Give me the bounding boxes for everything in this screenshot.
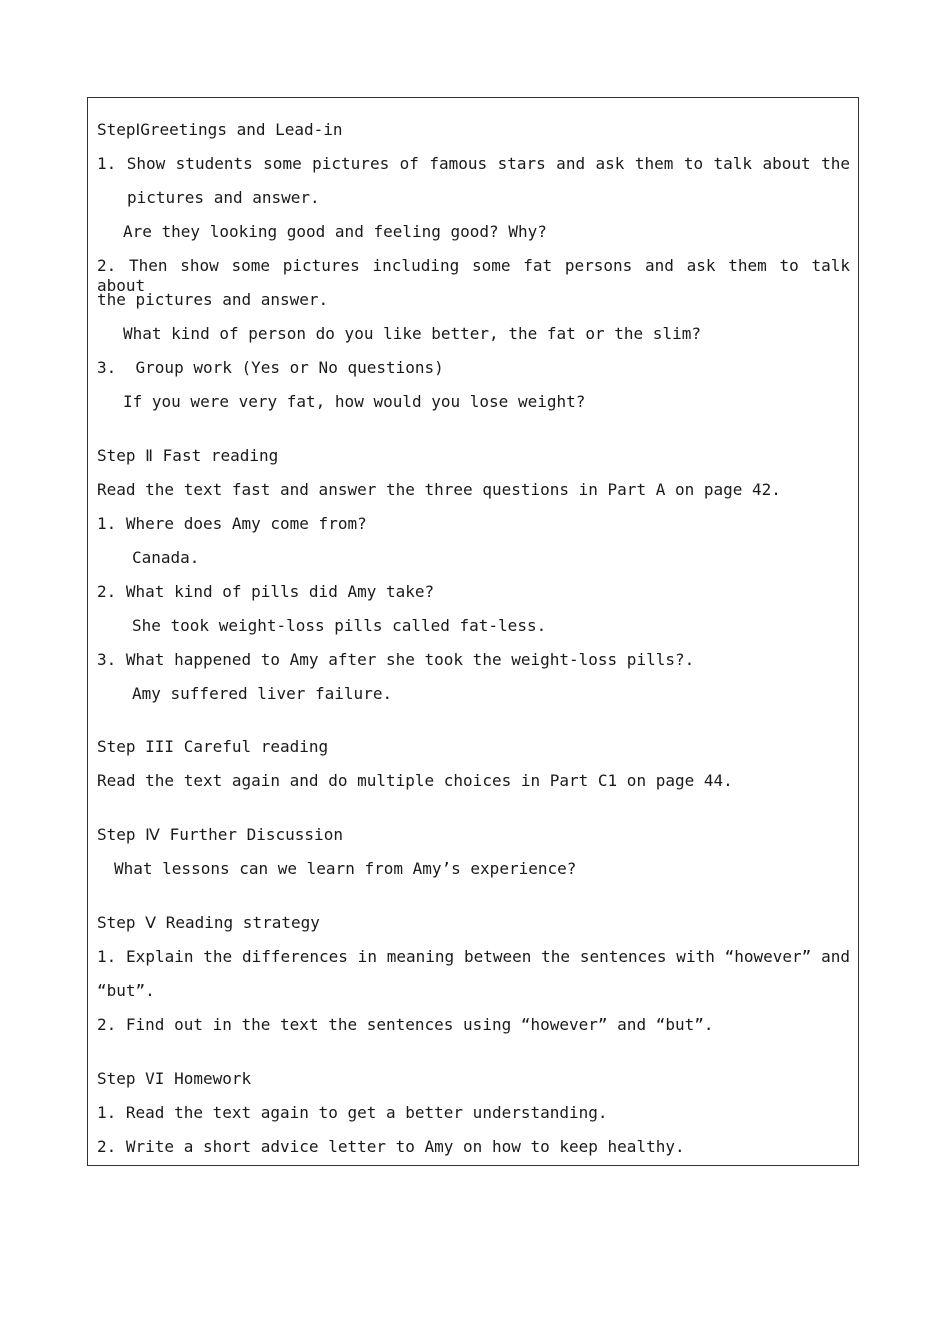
step2-answer-3: Amy suffered liver failure. xyxy=(132,684,393,703)
step1-item1-line2: pictures and answer. xyxy=(127,188,320,207)
step6-item1: 1. Read the text again to get a better understanding. xyxy=(97,1103,608,1122)
step2-question-3: 3. What happened to Amy after she took the weight-loss pills?. xyxy=(97,650,695,669)
step3-intro: Read the text again and do multiple choices in Part C1 on page 44. xyxy=(97,771,733,790)
step1-item1-question: Are they looking good and feeling good? Why? xyxy=(123,222,547,241)
step1-item3-line1: 3. Group work (Yes or No questions) xyxy=(97,358,444,377)
step3-title: Step III Careful reading xyxy=(97,737,329,756)
step5-item2: 2. Find out in the text the sentences using “however” and “but”. xyxy=(97,1015,714,1034)
step6-title: Step VI Homework xyxy=(97,1069,252,1088)
step6-item2: 2. Write a short advice letter to Amy on how to keep healthy. xyxy=(97,1137,685,1156)
step1-item2-line2: the pictures and answer. xyxy=(97,290,329,309)
step1-item3-question: If you were very fat, how would you lose weight? xyxy=(123,392,586,411)
step1-item2-question: What kind of person do you like better, the fat or the slim? xyxy=(123,324,701,343)
step2-answer-2: She took weight-loss pills called fat-less. xyxy=(132,616,547,635)
step5-item1-line1: 1. Explain the differences in meaning between the sentences with “however” and xyxy=(97,947,850,966)
step1-item1-line1: 1. Show students some pictures of famous stars and ask them to talk about the xyxy=(97,154,850,173)
step2-title: Step Ⅱ Fast reading xyxy=(97,446,279,465)
step5-title: Step Ⅴ Reading strategy xyxy=(97,913,320,932)
step4-title: Step Ⅳ Further Discussion xyxy=(97,825,343,844)
step5-item1-line2: “but”. xyxy=(97,981,155,1000)
step2-answer-1: Canada. xyxy=(132,548,200,567)
step2-question-2: 2. What kind of pills did Amy take? xyxy=(97,582,435,601)
step1-title: StepⅠGreetings and Lead-in xyxy=(97,120,343,139)
step4-question: What lessons can we learn from Amy’s experience? xyxy=(114,859,577,878)
step2-question-1: 1. Where does Amy come from? xyxy=(97,514,367,533)
step2-intro: Read the text fast and answer the three questions in Part A on page 42. xyxy=(97,480,781,499)
step1-item2-line1: 2. Then show some pictures including some fat persons and ask them to talk about xyxy=(97,256,850,295)
